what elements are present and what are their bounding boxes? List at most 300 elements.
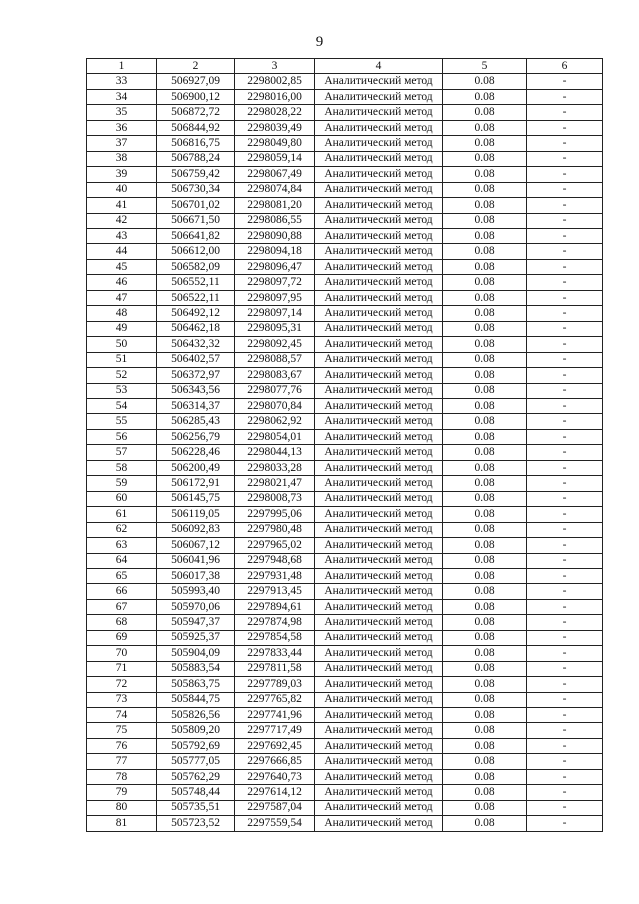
- x-coordinate-cell: 505993,40: [157, 584, 235, 599]
- x-coordinate-cell: 506172,91: [157, 476, 235, 491]
- method-cell: Аналитический метод: [315, 368, 443, 383]
- table-row: [87, 538, 603, 553]
- method-cell: Аналитический метод: [315, 522, 443, 537]
- method-cell: Аналитический метод: [315, 646, 443, 661]
- y-coordinate-cell: 2298092,45: [235, 337, 315, 352]
- y-coordinate-cell: 2298074,84: [235, 182, 315, 197]
- y-coordinate-cell: 2298086,55: [235, 213, 315, 228]
- point-number-cell: 54: [87, 398, 157, 413]
- method-cell: Аналитический метод: [315, 151, 443, 166]
- y-coordinate-cell: 2297640,73: [235, 769, 315, 784]
- notes-cell: -: [527, 445, 603, 460]
- accuracy-cell: 0.08: [443, 414, 527, 429]
- point-number-cell: 77: [87, 754, 157, 769]
- header-cell-point-number: 1: [87, 59, 157, 74]
- table-row: [87, 568, 603, 583]
- table-row: [87, 352, 603, 367]
- header-cell-accuracy: 5: [443, 59, 527, 74]
- method-cell: Аналитический метод: [315, 321, 443, 336]
- notes-cell: -: [527, 476, 603, 491]
- table-row: [87, 584, 603, 599]
- y-coordinate-cell: 2298067,49: [235, 167, 315, 182]
- x-coordinate-cell: 506092,83: [157, 522, 235, 537]
- method-cell: Аналитический метод: [315, 785, 443, 800]
- point-number-cell: 51: [87, 352, 157, 367]
- y-coordinate-cell: 2297741,96: [235, 708, 315, 723]
- notes-cell: -: [527, 198, 603, 213]
- y-coordinate-cell: 2298008,73: [235, 491, 315, 506]
- point-number-cell: 78: [87, 769, 157, 784]
- x-coordinate-cell: 505844,75: [157, 692, 235, 707]
- table-row: [87, 723, 603, 738]
- notes-cell: -: [527, 368, 603, 383]
- accuracy-cell: 0.08: [443, 182, 527, 197]
- y-coordinate-cell: 2297874,98: [235, 615, 315, 630]
- point-number-cell: 48: [87, 306, 157, 321]
- x-coordinate-cell: 506927,09: [157, 74, 235, 89]
- notes-cell: -: [527, 553, 603, 568]
- point-number-cell: 57: [87, 445, 157, 460]
- accuracy-cell: 0.08: [443, 538, 527, 553]
- point-number-cell: 41: [87, 198, 157, 213]
- notes-cell: -: [527, 259, 603, 274]
- method-cell: Аналитический метод: [315, 306, 443, 321]
- x-coordinate-cell: 505809,20: [157, 723, 235, 738]
- table-row: [87, 321, 603, 336]
- accuracy-cell: 0.08: [443, 445, 527, 460]
- table-row: [87, 167, 603, 182]
- x-coordinate-cell: 506343,56: [157, 383, 235, 398]
- table-row: [87, 445, 603, 460]
- x-coordinate-cell: 506119,05: [157, 507, 235, 522]
- accuracy-cell: 0.08: [443, 692, 527, 707]
- x-coordinate-cell: 506067,12: [157, 538, 235, 553]
- y-coordinate-cell: 2298097,72: [235, 275, 315, 290]
- point-number-cell: 59: [87, 476, 157, 491]
- method-cell: Аналитический метод: [315, 553, 443, 568]
- accuracy-cell: 0.08: [443, 259, 527, 274]
- notes-cell: -: [527, 429, 603, 444]
- point-number-cell: 50: [87, 337, 157, 352]
- y-coordinate-cell: 2298033,28: [235, 460, 315, 475]
- point-number-cell: 35: [87, 105, 157, 120]
- y-coordinate-cell: 2298083,67: [235, 368, 315, 383]
- method-cell: Аналитический метод: [315, 723, 443, 738]
- y-coordinate-cell: 2297587,04: [235, 800, 315, 815]
- accuracy-cell: 0.08: [443, 507, 527, 522]
- x-coordinate-cell: 505762,29: [157, 769, 235, 784]
- y-coordinate-cell: 2298077,76: [235, 383, 315, 398]
- accuracy-cell: 0.08: [443, 383, 527, 398]
- accuracy-cell: 0.08: [443, 491, 527, 506]
- method-cell: Аналитический метод: [315, 491, 443, 506]
- notes-cell: -: [527, 800, 603, 815]
- y-coordinate-cell: 2298088,57: [235, 352, 315, 367]
- notes-cell: -: [527, 708, 603, 723]
- notes-cell: -: [527, 352, 603, 367]
- table-row: [87, 105, 603, 120]
- x-coordinate-cell: 505904,09: [157, 646, 235, 661]
- method-cell: Аналитический метод: [315, 661, 443, 676]
- notes-cell: -: [527, 120, 603, 135]
- notes-cell: -: [527, 398, 603, 413]
- point-number-cell: 43: [87, 228, 157, 243]
- method-cell: Аналитический метод: [315, 754, 443, 769]
- x-coordinate-cell: 506759,42: [157, 167, 235, 182]
- accuracy-cell: 0.08: [443, 105, 527, 120]
- accuracy-cell: 0.08: [443, 568, 527, 583]
- y-coordinate-cell: 2298095,31: [235, 321, 315, 336]
- notes-cell: -: [527, 584, 603, 599]
- table-row: [87, 74, 603, 89]
- point-number-cell: 64: [87, 553, 157, 568]
- method-cell: Аналитический метод: [315, 259, 443, 274]
- table-row: [87, 151, 603, 166]
- method-cell: Аналитический метод: [315, 89, 443, 104]
- accuracy-cell: 0.08: [443, 120, 527, 135]
- method-cell: Аналитический метод: [315, 213, 443, 228]
- table-row: [87, 306, 603, 321]
- y-coordinate-cell: 2298097,95: [235, 290, 315, 305]
- accuracy-cell: 0.08: [443, 151, 527, 166]
- x-coordinate-cell: 505863,75: [157, 677, 235, 692]
- accuracy-cell: 0.08: [443, 769, 527, 784]
- point-number-cell: 39: [87, 167, 157, 182]
- notes-cell: -: [527, 723, 603, 738]
- notes-cell: -: [527, 630, 603, 645]
- y-coordinate-cell: 2297995,06: [235, 507, 315, 522]
- point-number-cell: 75: [87, 723, 157, 738]
- table-row: [87, 213, 603, 228]
- method-cell: Аналитический метод: [315, 507, 443, 522]
- point-number-cell: 73: [87, 692, 157, 707]
- point-number-cell: 38: [87, 151, 157, 166]
- y-coordinate-cell: 2297811,58: [235, 661, 315, 676]
- point-number-cell: 72: [87, 677, 157, 692]
- table-row: [87, 738, 603, 753]
- table-row: [87, 414, 603, 429]
- page-number: 9: [315, 34, 324, 50]
- method-cell: Аналитический метод: [315, 460, 443, 475]
- x-coordinate-cell: 505723,52: [157, 816, 235, 831]
- point-number-cell: 65: [87, 568, 157, 583]
- y-coordinate-cell: 2298044,13: [235, 445, 315, 460]
- y-coordinate-cell: 2298059,14: [235, 151, 315, 166]
- y-coordinate-cell: 2297717,49: [235, 723, 315, 738]
- table-row: [87, 337, 603, 352]
- table-row: [87, 800, 603, 815]
- point-number-cell: 70: [87, 646, 157, 661]
- point-number-cell: 58: [87, 460, 157, 475]
- point-number-cell: 33: [87, 74, 157, 89]
- point-number-cell: 67: [87, 599, 157, 614]
- y-coordinate-cell: 2298028,22: [235, 105, 315, 120]
- table-row: [87, 120, 603, 135]
- method-cell: Аналитический метод: [315, 692, 443, 707]
- method-cell: Аналитический метод: [315, 568, 443, 583]
- notes-cell: -: [527, 74, 603, 89]
- point-number-cell: 47: [87, 290, 157, 305]
- notes-cell: -: [527, 785, 603, 800]
- accuracy-cell: 0.08: [443, 275, 527, 290]
- y-coordinate-cell: 2298049,80: [235, 136, 315, 151]
- accuracy-cell: 0.08: [443, 615, 527, 630]
- accuracy-cell: 0.08: [443, 677, 527, 692]
- y-coordinate-cell: 2298021,47: [235, 476, 315, 491]
- accuracy-cell: 0.08: [443, 646, 527, 661]
- table-row: [87, 553, 603, 568]
- method-cell: Аналитический метод: [315, 708, 443, 723]
- table-row: [87, 491, 603, 506]
- table-row: [87, 182, 603, 197]
- y-coordinate-cell: 2297980,48: [235, 522, 315, 537]
- accuracy-cell: 0.08: [443, 398, 527, 413]
- table-row: [87, 769, 603, 784]
- method-cell: Аналитический метод: [315, 429, 443, 444]
- y-coordinate-cell: 2297854,58: [235, 630, 315, 645]
- table-row: [87, 754, 603, 769]
- notes-cell: -: [527, 692, 603, 707]
- notes-cell: -: [527, 275, 603, 290]
- x-coordinate-cell: 505970,06: [157, 599, 235, 614]
- notes-cell: -: [527, 646, 603, 661]
- y-coordinate-cell: 2298002,85: [235, 74, 315, 89]
- table-row: [87, 136, 603, 151]
- accuracy-cell: 0.08: [443, 89, 527, 104]
- method-cell: Аналитический метод: [315, 398, 443, 413]
- table-row: [87, 368, 603, 383]
- notes-cell: -: [527, 136, 603, 151]
- method-cell: Аналитический метод: [315, 182, 443, 197]
- x-coordinate-cell: 506256,79: [157, 429, 235, 444]
- y-coordinate-cell: 2298016,00: [235, 89, 315, 104]
- table-row: [87, 708, 603, 723]
- point-number-cell: 49: [87, 321, 157, 336]
- method-cell: Аналитический метод: [315, 244, 443, 259]
- notes-cell: -: [527, 228, 603, 243]
- table-row: [87, 785, 603, 800]
- point-number-cell: 68: [87, 615, 157, 630]
- notes-cell: -: [527, 460, 603, 475]
- method-cell: Аналитический метод: [315, 615, 443, 630]
- table-row: [87, 692, 603, 707]
- x-coordinate-cell: 506145,75: [157, 491, 235, 506]
- accuracy-cell: 0.08: [443, 522, 527, 537]
- notes-cell: -: [527, 306, 603, 321]
- accuracy-cell: 0.08: [443, 136, 527, 151]
- notes-cell: -: [527, 105, 603, 120]
- table-row: [87, 646, 603, 661]
- method-cell: Аналитический метод: [315, 290, 443, 305]
- notes-cell: -: [527, 538, 603, 553]
- x-coordinate-cell: 506372,97: [157, 368, 235, 383]
- header-cell-notes: 6: [527, 59, 603, 74]
- x-coordinate-cell: 505925,37: [157, 630, 235, 645]
- point-number-cell: 55: [87, 414, 157, 429]
- method-cell: Аналитический метод: [315, 198, 443, 213]
- method-cell: Аналитический метод: [315, 816, 443, 831]
- x-coordinate-cell: 506788,24: [157, 151, 235, 166]
- x-coordinate-cell: 505826,56: [157, 708, 235, 723]
- y-coordinate-cell: 2298039,49: [235, 120, 315, 135]
- table-row: [87, 228, 603, 243]
- x-coordinate-cell: 505947,37: [157, 615, 235, 630]
- x-coordinate-cell: 506730,34: [157, 182, 235, 197]
- method-cell: Аналитический метод: [315, 476, 443, 491]
- accuracy-cell: 0.08: [443, 429, 527, 444]
- x-coordinate-cell: 506552,11: [157, 275, 235, 290]
- notes-cell: -: [527, 677, 603, 692]
- method-cell: Аналитический метод: [315, 445, 443, 460]
- y-coordinate-cell: 2298062,92: [235, 414, 315, 429]
- accuracy-cell: 0.08: [443, 321, 527, 336]
- point-number-cell: 44: [87, 244, 157, 259]
- accuracy-cell: 0.08: [443, 352, 527, 367]
- notes-cell: -: [527, 414, 603, 429]
- accuracy-cell: 0.08: [443, 290, 527, 305]
- x-coordinate-cell: 506816,75: [157, 136, 235, 151]
- x-coordinate-cell: 506402,57: [157, 352, 235, 367]
- accuracy-cell: 0.08: [443, 816, 527, 831]
- accuracy-cell: 0.08: [443, 584, 527, 599]
- accuracy-cell: 0.08: [443, 337, 527, 352]
- notes-cell: -: [527, 213, 603, 228]
- accuracy-cell: 0.08: [443, 800, 527, 815]
- x-coordinate-cell: 506285,43: [157, 414, 235, 429]
- method-cell: Аналитический метод: [315, 677, 443, 692]
- point-number-cell: 74: [87, 708, 157, 723]
- accuracy-cell: 0.08: [443, 738, 527, 753]
- accuracy-cell: 0.08: [443, 599, 527, 614]
- method-cell: Аналитический метод: [315, 275, 443, 290]
- y-coordinate-cell: 2297765,82: [235, 692, 315, 707]
- method-cell: Аналитический метод: [315, 120, 443, 135]
- y-coordinate-cell: 2297913,45: [235, 584, 315, 599]
- notes-cell: -: [527, 661, 603, 676]
- x-coordinate-cell: 506582,09: [157, 259, 235, 274]
- method-cell: Аналитический метод: [315, 584, 443, 599]
- accuracy-cell: 0.08: [443, 476, 527, 491]
- accuracy-cell: 0.08: [443, 167, 527, 182]
- y-coordinate-cell: 2297965,02: [235, 538, 315, 553]
- method-cell: Аналитический метод: [315, 352, 443, 367]
- table-row: [87, 259, 603, 274]
- accuracy-cell: 0.08: [443, 661, 527, 676]
- table-row: [87, 630, 603, 645]
- table-row: [87, 661, 603, 676]
- point-number-cell: 36: [87, 120, 157, 135]
- method-cell: Аналитический метод: [315, 538, 443, 553]
- method-cell: Аналитический метод: [315, 800, 443, 815]
- point-number-cell: 76: [87, 738, 157, 753]
- point-number-cell: 63: [87, 538, 157, 553]
- table-row: [87, 275, 603, 290]
- x-coordinate-cell: 505792,69: [157, 738, 235, 753]
- accuracy-cell: 0.08: [443, 708, 527, 723]
- point-number-cell: 69: [87, 630, 157, 645]
- point-number-cell: 46: [87, 275, 157, 290]
- table-row: [87, 198, 603, 213]
- point-number-cell: 62: [87, 522, 157, 537]
- notes-cell: -: [527, 816, 603, 831]
- accuracy-cell: 0.08: [443, 368, 527, 383]
- point-number-cell: 80: [87, 800, 157, 815]
- x-coordinate-cell: 506900,12: [157, 89, 235, 104]
- point-number-cell: 52: [87, 368, 157, 383]
- y-coordinate-cell: 2297833,44: [235, 646, 315, 661]
- method-cell: Аналитический метод: [315, 414, 443, 429]
- y-coordinate-cell: 2298090,88: [235, 228, 315, 243]
- notes-cell: -: [527, 89, 603, 104]
- notes-cell: -: [527, 182, 603, 197]
- point-number-cell: 56: [87, 429, 157, 444]
- notes-cell: -: [527, 615, 603, 630]
- notes-cell: -: [527, 522, 603, 537]
- table-row: [87, 599, 603, 614]
- x-coordinate-cell: 506041,96: [157, 553, 235, 568]
- table-row: [87, 89, 603, 104]
- table-row: [87, 290, 603, 305]
- point-number-cell: 53: [87, 383, 157, 398]
- method-cell: Аналитический метод: [315, 228, 443, 243]
- method-cell: Аналитический метод: [315, 167, 443, 182]
- coordinates-table: [86, 58, 603, 832]
- accuracy-cell: 0.08: [443, 74, 527, 89]
- method-cell: Аналитический метод: [315, 630, 443, 645]
- notes-cell: -: [527, 321, 603, 336]
- x-coordinate-cell: 506641,82: [157, 228, 235, 243]
- table-row: [87, 522, 603, 537]
- header-cell-x: 2: [157, 59, 235, 74]
- point-number-cell: 79: [87, 785, 157, 800]
- header-cell-y: 3: [235, 59, 315, 74]
- y-coordinate-cell: 2298070,84: [235, 398, 315, 413]
- coordinates-table-body: [87, 59, 603, 832]
- x-coordinate-cell: 506017,38: [157, 568, 235, 583]
- y-coordinate-cell: 2298054,01: [235, 429, 315, 444]
- y-coordinate-cell: 2297931,48: [235, 568, 315, 583]
- table-row: [87, 615, 603, 630]
- x-coordinate-cell: 505777,05: [157, 754, 235, 769]
- point-number-cell: 42: [87, 213, 157, 228]
- table-row: [87, 398, 603, 413]
- x-coordinate-cell: 506844,92: [157, 120, 235, 135]
- table-row: [87, 460, 603, 475]
- notes-cell: -: [527, 599, 603, 614]
- point-number-cell: 37: [87, 136, 157, 151]
- accuracy-cell: 0.08: [443, 244, 527, 259]
- x-coordinate-cell: 506462,18: [157, 321, 235, 336]
- notes-cell: -: [527, 290, 603, 305]
- notes-cell: -: [527, 151, 603, 166]
- table-row: [87, 429, 603, 444]
- y-coordinate-cell: 2298097,14: [235, 306, 315, 321]
- x-coordinate-cell: 505735,51: [157, 800, 235, 815]
- notes-cell: -: [527, 244, 603, 259]
- y-coordinate-cell: 2298081,20: [235, 198, 315, 213]
- x-coordinate-cell: 506612,00: [157, 244, 235, 259]
- point-number-cell: 45: [87, 259, 157, 274]
- point-number-cell: 71: [87, 661, 157, 676]
- notes-cell: -: [527, 769, 603, 784]
- accuracy-cell: 0.08: [443, 754, 527, 769]
- accuracy-cell: 0.08: [443, 213, 527, 228]
- table-row: [87, 383, 603, 398]
- y-coordinate-cell: 2298094,18: [235, 244, 315, 259]
- x-coordinate-cell: 506522,11: [157, 290, 235, 305]
- notes-cell: -: [527, 754, 603, 769]
- y-coordinate-cell: 2297614,12: [235, 785, 315, 800]
